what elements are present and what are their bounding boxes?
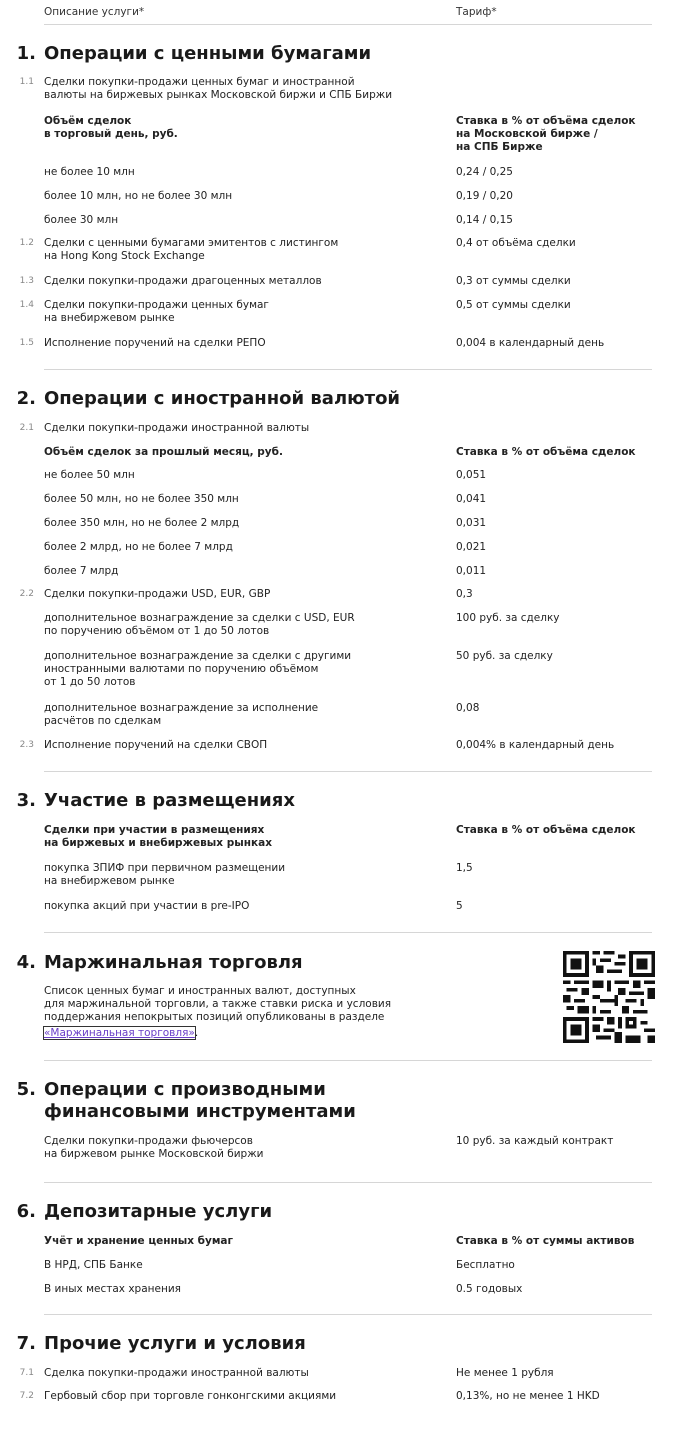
divider <box>44 1182 652 1183</box>
table-cell: не более 10 млн <box>44 166 135 178</box>
table-cell: 0,24 / 0,25 <box>456 166 513 178</box>
table-header-left: Сделки при участии в размещениях на биржевых и внебиржевых рынках <box>44 824 272 849</box>
row-value: 0,5 от суммы сделки <box>456 299 571 311</box>
row-number: 2.3 <box>19 740 34 750</box>
table-header-right: Ставка в % от объёма сделок <box>456 446 636 458</box>
table-cell: более 10 млн, но не более 30 млн <box>44 190 233 202</box>
row-description: Сделки покупки-продажи ценных бумаг на внебиржевом рынке <box>44 299 269 324</box>
row-description: Сделки покупки-продажи фьючерсов на биржевом рынке Московской биржи <box>44 1135 264 1160</box>
table-header-left: Объём сделок в торговый день, руб. <box>44 115 178 140</box>
section-number: 4. <box>16 952 36 973</box>
column-header-description: Описание услуги* <box>44 6 145 18</box>
table-cell: 0,011 <box>456 565 487 577</box>
section-title: Операции с производными финансовыми инструментами <box>44 1079 356 1122</box>
row-value: 0,004 в календарный день <box>456 337 605 349</box>
table-header-right: Ставка в % от объёма сделок <box>456 824 636 836</box>
table-cell: 50 руб. за сделку <box>456 650 553 662</box>
row-description: Сделка покупки-продажи иностранной валюты <box>44 1367 309 1379</box>
row-description: Исполнение поручений на сделки РЕПО <box>44 337 266 349</box>
table-cell: не более 50 млн <box>44 469 135 481</box>
section-number: 1. <box>16 43 36 64</box>
row-value: 0,004% в календарный день <box>456 739 615 751</box>
section-number: 2. <box>16 388 36 409</box>
row-description: Сделки покупки-продажи ценных бумаг и иностранной валюты на биржевых рынках Московской биржи и СПБ Биржи <box>44 76 393 101</box>
table-cell: дополнительное вознаграждение за сделки с другими иностранными валютами по поручению объёмом от 1 до 50 лотов <box>44 650 352 688</box>
section-number: 6. <box>16 1201 36 1222</box>
row-number: 7.1 <box>19 1368 34 1378</box>
table-cell: 0,08 <box>456 702 480 714</box>
table-cell: 1,5 <box>456 862 473 874</box>
section-title: Маржинальная торговля <box>44 952 303 973</box>
row-number: 1.3 <box>19 276 34 286</box>
table-cell: 0,19 / 0,20 <box>456 190 513 202</box>
table-header-right: Ставка в % от объёма сделок на Московской бирже / на СПБ Бирже <box>456 115 636 153</box>
table-cell: 100 руб. за сделку <box>456 612 560 624</box>
divider <box>44 24 652 25</box>
row-value: 0,4 от объёма сделки <box>456 237 576 249</box>
qr-code-icon[interactable] <box>563 951 655 1043</box>
row-number: 1.5 <box>19 338 34 348</box>
row-number: 7.2 <box>19 1391 34 1401</box>
row-description: Сделки с ценными бумагами эмитентов с листингом на Hong Kong Stock Exchange <box>44 237 339 262</box>
table-cell: 5 <box>456 900 463 912</box>
table-cell: более 7 млрд <box>44 565 119 577</box>
table-cell: более 30 млн <box>44 214 119 226</box>
table-header-left: Объём сделок за прошлый месяц, руб. <box>44 446 283 458</box>
divider <box>44 932 652 933</box>
table-cell: В НРД, СПБ Банке <box>44 1259 143 1271</box>
table-cell: 0,021 <box>456 541 487 553</box>
table-header-right: Ставка в % от суммы активов <box>456 1235 635 1247</box>
divider <box>44 1314 652 1315</box>
row-number: 2.1 <box>19 423 34 433</box>
table-cell: покупка акций при участии в pre-IPO <box>44 900 250 912</box>
section-number: 5. <box>16 1079 36 1100</box>
table-cell: 0,031 <box>456 517 487 529</box>
link-trailing-period: . <box>194 1027 199 1039</box>
row-description: Гербовый сбор при торговле гонконгскими акциями <box>44 1390 337 1402</box>
row-value: Не менее 1 рубля <box>456 1367 554 1379</box>
divider <box>44 1060 652 1061</box>
row-description: Исполнение поручений на сделки СВОП <box>44 739 268 751</box>
table-cell: дополнительное вознаграждение за исполнение расчётов по сделкам <box>44 702 319 727</box>
row-description: Сделки покупки-продажи иностранной валюты <box>44 422 310 434</box>
section-title: Прочие услуги и условия <box>44 1333 306 1354</box>
table-cell: 0.5 годовых <box>456 1283 523 1295</box>
margin-trading-link[interactable]: «Маржинальная торговля» <box>44 1027 195 1039</box>
section-text: Список ценных бумаг и иностранных валют, доступных для маржинальной торговли, а также ставки риска и условия поддержания непокрытых позиций опубликованы в разделе <box>44 985 392 1023</box>
table-cell: 0,051 <box>456 469 487 481</box>
table-cell: более 350 млн, но не более 2 млрд <box>44 517 240 529</box>
row-number: 1.2 <box>19 238 34 248</box>
table-cell: более 2 млрд, но не более 7 млрд <box>44 541 233 553</box>
row-description: Сделки покупки-продажи драгоценных металлов <box>44 275 322 287</box>
table-cell: 0,041 <box>456 493 487 505</box>
row-number: 1.4 <box>19 300 34 310</box>
row-value: 0,3 <box>456 588 473 600</box>
divider <box>44 369 652 370</box>
table-cell: более 50 млн, но не более 350 млн <box>44 493 239 505</box>
section-number: 7. <box>16 1333 36 1354</box>
row-number: 1.1 <box>19 77 34 87</box>
divider <box>44 771 652 772</box>
margin-trading-link-line <box>44 1027 198 1040</box>
table-header-left: Учёт и хранение ценных бумаг <box>44 1235 233 1247</box>
row-number: 2.2 <box>19 589 34 599</box>
table-cell: Бесплатно <box>456 1259 515 1271</box>
section-number: 3. <box>16 790 36 811</box>
row-description: Сделки покупки-продажи USD, EUR, GBP <box>44 588 271 600</box>
table-cell: дополнительное вознаграждение за сделки с USD, EUR по поручению объёмом от 1 до 50 лотов <box>44 612 355 637</box>
row-value: 0,3 от суммы сделки <box>456 275 571 287</box>
row-value: 10 руб. за каждый контракт <box>456 1135 614 1147</box>
row-value: 0,13%, но не менее 1 HKD <box>456 1390 600 1402</box>
table-cell: покупка ЗПИФ при первичном размещении на внебиржевом рынке <box>44 862 286 887</box>
column-header-tariff: Тариф* <box>456 6 497 18</box>
section-title: Операции с иностранной валютой <box>44 388 401 409</box>
section-title: Операции с ценными бумагами <box>44 43 372 64</box>
table-cell: 0,14 / 0,15 <box>456 214 513 226</box>
section-title: Участие в размещениях <box>44 790 295 811</box>
table-cell: В иных местах хранения <box>44 1283 181 1295</box>
section-title: Депозитарные услуги <box>44 1201 273 1222</box>
